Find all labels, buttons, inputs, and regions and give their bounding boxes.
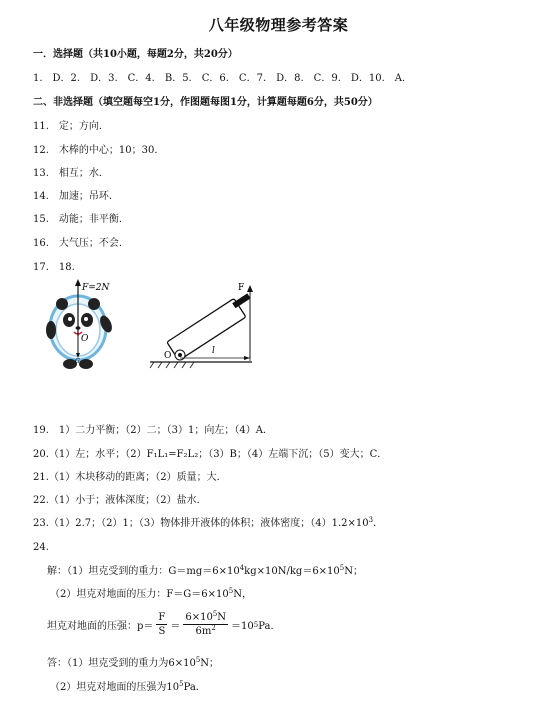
fig18-label-l: l <box>212 346 215 356</box>
answer-q19: 19. 1）二力平衡；（2）二；（3）1；向左；（4）A． <box>33 425 273 436</box>
solution-line-gravity: 解：（1）坦克受到的重力：$G=mg=6\times 10^4kg\times 10N/kg=6\times 10^5N$； <box>47 564 364 577</box>
page-title: 八年级物理参考答案 <box>208 16 349 34</box>
answer-summary-pressure: （2）坦克对地面的压强为$10^5Pa$． <box>50 680 206 693</box>
fraction-values: $\frac{6\times 10^5N}{6m^2}$ <box>185 610 227 637</box>
answer-q17-18: 17. 18. <box>33 262 75 273</box>
answer-q20: 20.（1）左；水平；（2）F₁L₁=F₂L₂；（3）B；（4）左端下沉；（5）变大；C． <box>33 449 388 460</box>
answer-q16: 16. 大气压；不会． <box>33 238 129 249</box>
section2-heading: 二、非选择题（填空题每空1分，作图题每图1分，计算题每题6分，共50分） <box>33 97 378 108</box>
fig17-label-F: F=2N <box>82 283 110 293</box>
answer-q23: 23.（1）2.7；（2）1；（3）物体排开液体的体积；液体密度；$(4)1.2\times 10^3$． <box>33 516 384 529</box>
answer-q12: 12. 木棒的中心；10；30． <box>33 145 165 156</box>
answer-summary-gravity: 答：（1）坦克受到的重力为$6\times 10^5N$； <box>47 656 220 669</box>
answer-q11: 11. 定；方向． <box>33 121 109 132</box>
fraction-f-over-s: $\frac{F}{S}$ <box>158 612 166 637</box>
fig18-lever-diagram <box>140 282 270 372</box>
fig18-label-F: F <box>238 283 245 293</box>
fig17-label-G: G <box>75 358 80 365</box>
fig18-label-O: O <box>164 351 172 361</box>
answer-q13: 13. 相互；水． <box>33 168 109 179</box>
section1-heading: 一．选择题（共10小题，每题2分，共20分） <box>33 49 238 60</box>
multiple-choice-answers: 1. D．2. D．3. C．4. B．5. C．6. C．7. D．8. C．9. D．10. A． <box>33 73 413 84</box>
answer-q15: 15. 动能；非平衡． <box>33 214 129 225</box>
answer-q21: 21.（1）木块移动的距离；（2）质量；大． <box>33 472 227 483</box>
answer-q14: 14. 加速；吊环． <box>33 191 119 202</box>
answer-q22: 22.（1）小于；液体深度；（2）盐水． <box>33 495 207 506</box>
fig17-label-O: O <box>81 334 89 344</box>
fig17-mascot-force-diagram <box>40 278 130 374</box>
solution-line-pressure: 坦克对地面的压强：p＝ $\frac{F}{S}$ ＝ $\frac{6\times 10^5N}{6m^2}$ ＝10 5 Pa． <box>47 610 281 637</box>
answer-q24-number: 24. <box>33 542 49 553</box>
solution-line-force: （2）坦克对地面的压力：$F=G=6\times 10^5N$， <box>50 587 252 600</box>
